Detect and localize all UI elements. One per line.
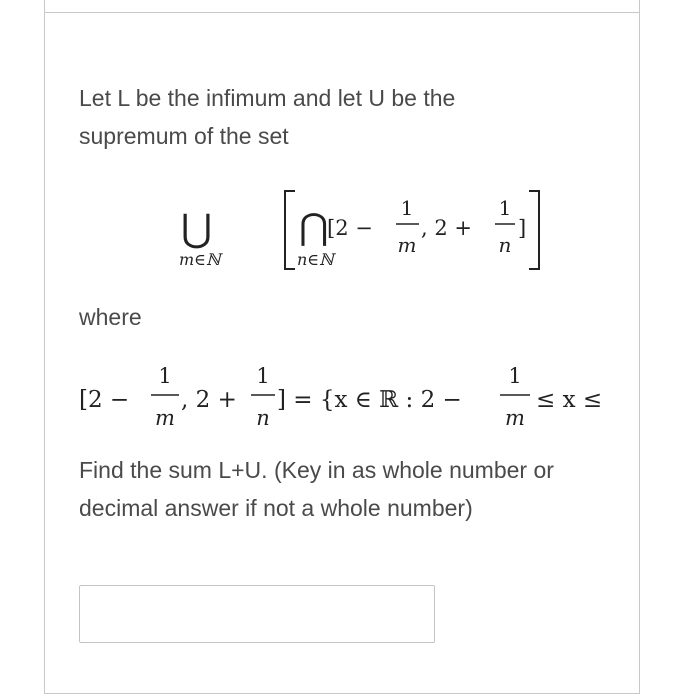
left-big-bracket xyxy=(285,191,295,269)
set-union-formula-svg xyxy=(177,189,557,279)
right-big-bracket xyxy=(529,191,539,269)
fraction3-denominator: m xyxy=(505,406,525,430)
fraction1-denominator: m xyxy=(155,406,175,430)
inner-fraction2-numerator: 1 xyxy=(498,196,512,220)
interval-definition-svg xyxy=(79,359,639,439)
fraction2-denominator: n xyxy=(256,406,270,430)
fraction1-numerator: 1 xyxy=(158,364,172,388)
intersection-subscript: n∈ℕ xyxy=(297,250,334,269)
answer-input[interactable] xyxy=(79,585,435,643)
interval-definition-formula xyxy=(79,359,639,439)
inner-interval-mid: , 2 + xyxy=(421,216,472,240)
instruction-line2: decimal answer if not a whole number) xyxy=(79,495,473,521)
fraction3-numerator: 1 xyxy=(508,364,522,388)
union-subscript: m∈ℕ xyxy=(179,250,221,269)
inner-interval-close: ] xyxy=(518,216,527,240)
question-intro-line1: Let L be the infimum and let U be the xyxy=(79,85,456,111)
big-union-symbol: ⋃ xyxy=(181,206,213,250)
card-top-bar xyxy=(45,0,639,13)
question-card xyxy=(44,0,640,694)
interval-open: [2 − xyxy=(79,387,130,413)
set-builder-tail: ≤ x ≤ xyxy=(536,387,603,413)
set-union-formula xyxy=(177,189,557,279)
question-intro-line2: supremum of the set xyxy=(79,123,289,149)
inner-fraction1-numerator: 1 xyxy=(400,196,414,220)
inner-fraction1-denominator: m xyxy=(397,233,417,257)
fraction2-numerator: 1 xyxy=(256,364,270,388)
interval-mid: , 2 + xyxy=(181,387,237,413)
big-intersection-symbol: ⋂ xyxy=(299,207,329,248)
where-label: where xyxy=(79,304,142,330)
inner-fraction2-denominator: n xyxy=(498,233,512,257)
inner-interval-open: [2 − xyxy=(327,216,373,240)
instruction-line1: Find the sum L+U. (Key in as whole number or xyxy=(79,457,554,483)
set-builder-start: ] = {x ∈ ℝ : 2 − xyxy=(277,387,462,413)
